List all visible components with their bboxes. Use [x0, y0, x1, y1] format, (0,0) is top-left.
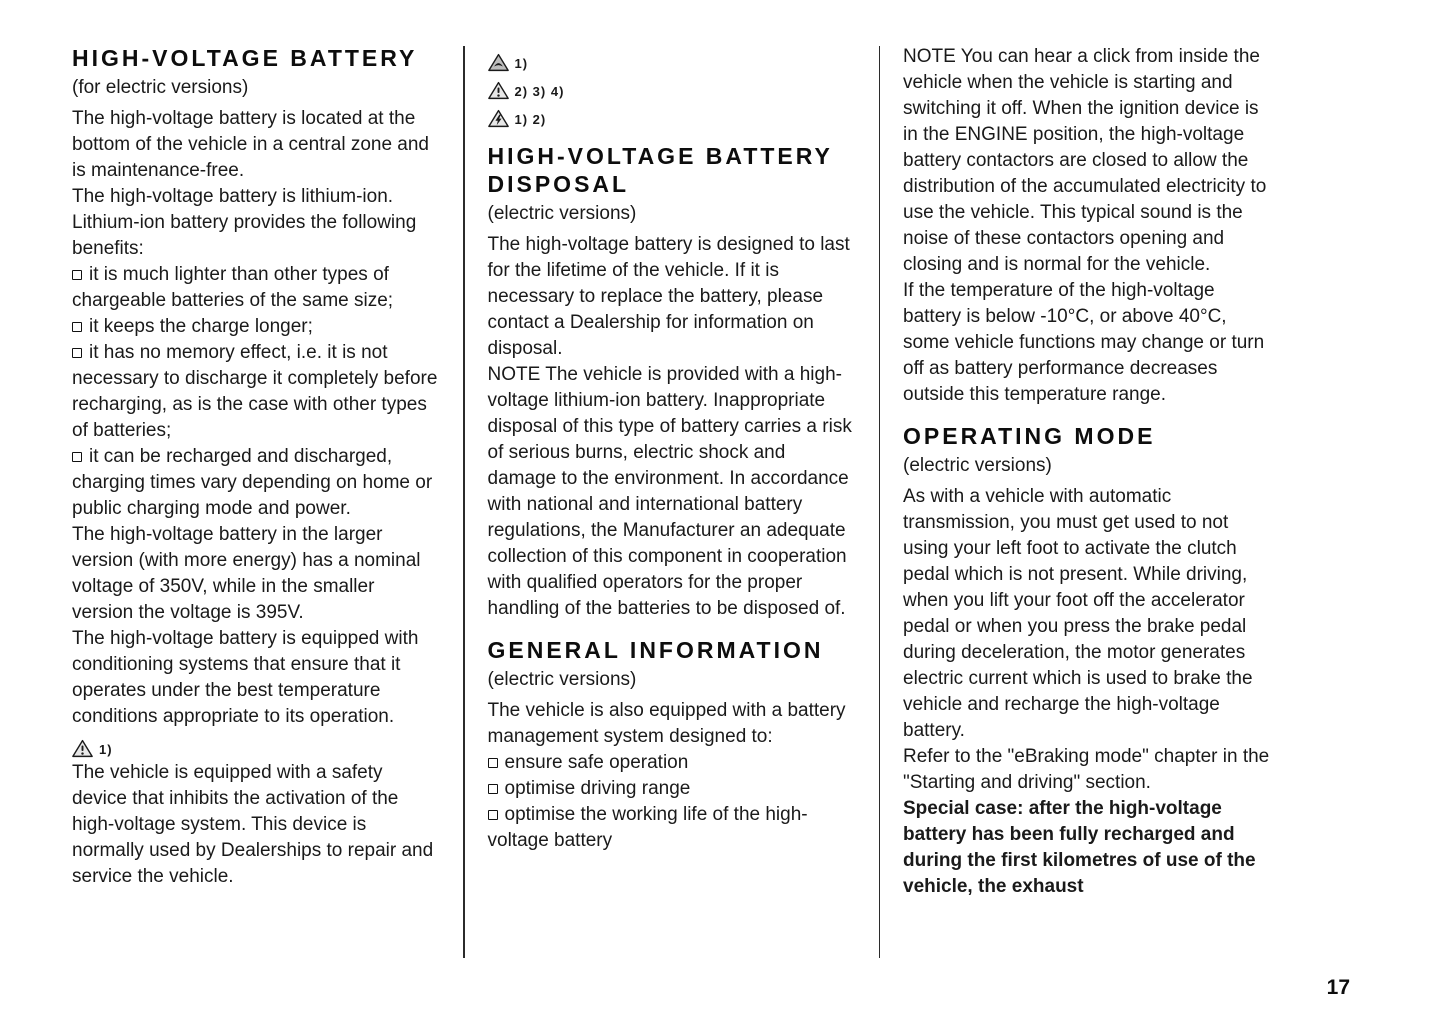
bullet-text: it keeps the charge longer;: [89, 316, 313, 337]
column-left: [72, 44, 440, 890]
bullet-text: optimise driving range: [504, 778, 691, 799]
paragraph: As with a vehicle with automatic transmission, you must get used to not using your left foot to activate the clutch pedal which is not present. While driving, when you lift your foot off the accelerator pedal or when you press the brake pedal during deceleration, the motor generates electric current which is used to brake the vehicle and recharge the high-voltage battery.: [903, 486, 1253, 741]
paragraph: NOTE The vehicle is provided with a high-voltage lithium-ion battery. Inappropriate disposal of this type of battery carries a risk of serious burns, electric shock and damage to the environment. In accordance with national and international battery regulations, the Manufacturer an adequate collection of this component in cooperation with qualified operators for the proper handling of the batteries to be disposed of.: [487, 364, 852, 619]
section-heading-operating-mode: OPERATING MODE: [903, 423, 1156, 449]
paragraph: The high-voltage battery is designed to last for the lifetime of the vehicle. If it is necessary to replace the battery, please contact a Dealership for information on disposal.: [487, 234, 850, 359]
column-middle: [488, 44, 856, 854]
bullet-text: optimise the working life of the high-voltage battery: [487, 804, 808, 851]
square-bullet-icon: [488, 810, 498, 820]
paragraph: The vehicle is also equipped with a battery management system designed to:: [487, 700, 846, 747]
section-subheading: (electric versions): [487, 203, 637, 224]
paragraph: NOTE You can hear a click from inside the vehicle when the vehicle is starting and switching it off. When the ignition device is in the ENGINE position, the high-voltage battery contactors are closed to allow the distribution of the accumulated electricity to use the vehicle. This typical sound is the noise of these contactors opening and closing and is normal for the vehicle.: [903, 46, 1267, 275]
paragraph: The high-voltage battery is equipped with conditioning systems that ensure that it operates under the best temperature conditions appropriate to its operation.: [72, 628, 419, 727]
electrical-warning-icon: [488, 109, 509, 128]
footnote-ref: 1) 2): [514, 112, 547, 127]
square-bullet-icon: [72, 348, 82, 358]
square-bullet-icon: [488, 758, 498, 768]
bullet-text: it can be recharged and discharged, charging times vary depending on home or public charging mode and power.: [72, 446, 433, 519]
square-bullet-icon: [72, 322, 82, 332]
section-heading-battery-disposal: HIGH-VOLTAGE BATTERY DISPOSAL: [487, 143, 833, 197]
square-bullet-icon: [72, 270, 82, 280]
footnote-ref: 2) 3) 4): [514, 84, 565, 99]
column-divider: [879, 46, 881, 958]
paragraph: The vehicle is equipped with a safety device that inhibits the activation of the high-voltage system. This device is normally used by Dealerships to repair and service the vehicle.: [72, 762, 434, 887]
warning-icon-legend: [488, 46, 856, 128]
square-bullet-icon: [72, 452, 82, 462]
bullet-item: [72, 314, 440, 340]
paragraph: The high-voltage battery in the larger version (with more energy) has a nominal voltage of 350V, while in the smaller version the voltage is 395V.: [72, 524, 421, 623]
column-divider: [463, 46, 465, 958]
paragraph: The high-voltage battery is located at the bottom of the vehicle in a central zone and is maintenance-free.: [72, 108, 430, 181]
footnote-ref: 1): [514, 56, 529, 71]
column-right: [903, 44, 1271, 900]
bullet-item: [488, 750, 856, 776]
section-heading-high-voltage-battery: HIGH-VOLTAGE BATTERY: [72, 45, 418, 71]
footnote-ref: 1): [99, 742, 113, 757]
bullet-item: [488, 776, 856, 802]
section-subheading: (electric versions): [487, 669, 637, 690]
warning-note-marker: [488, 46, 856, 72]
bullet-text: ensure safe operation: [504, 752, 689, 773]
square-bullet-icon: [488, 784, 498, 794]
bullet-item: [72, 262, 440, 314]
warning-triangle-icon: [72, 739, 93, 758]
bullet-text: it is much lighter than other types of chargeable batteries of the same size;: [72, 264, 394, 311]
section-heading-general-information: GENERAL INFORMATION: [487, 637, 824, 663]
text-columns: [72, 44, 1271, 958]
bullet-item: [488, 802, 856, 854]
paragraph: The high-voltage battery is lithium-ion. Lithium-ion battery provides the following benefits:: [72, 186, 417, 259]
page-number: 17: [1326, 976, 1350, 999]
warning-note-marker: [488, 74, 856, 100]
bullet-text: it has no memory effect, i.e. it is not necessary to discharge it completely before recharging, as is the case with other types of batteries;: [72, 342, 438, 441]
warning-triangle-icon: [488, 81, 509, 100]
paragraph-bold-special-case: Special case: after the high-voltage battery has been fully recharged and during the first kilometres of use of the vehicle, the exhaust: [903, 798, 1256, 897]
section-subheading: (electric versions): [903, 455, 1052, 476]
caution-icon: [488, 53, 509, 72]
section-subheading: (for electric versions): [72, 77, 249, 98]
paragraph: Refer to the "eBraking mode" chapter in the "Starting and driving" section.: [903, 746, 1270, 793]
paragraph: If the temperature of the high-voltage battery is below -10°C, or above 40°C, some vehicle functions may change or turn off as battery performance decreases outside this temperature range.: [903, 280, 1265, 405]
bullet-item: [72, 444, 440, 522]
warning-note-marker: [488, 102, 856, 128]
bullet-item: [72, 340, 440, 444]
warning-note-marker: [72, 732, 440, 758]
